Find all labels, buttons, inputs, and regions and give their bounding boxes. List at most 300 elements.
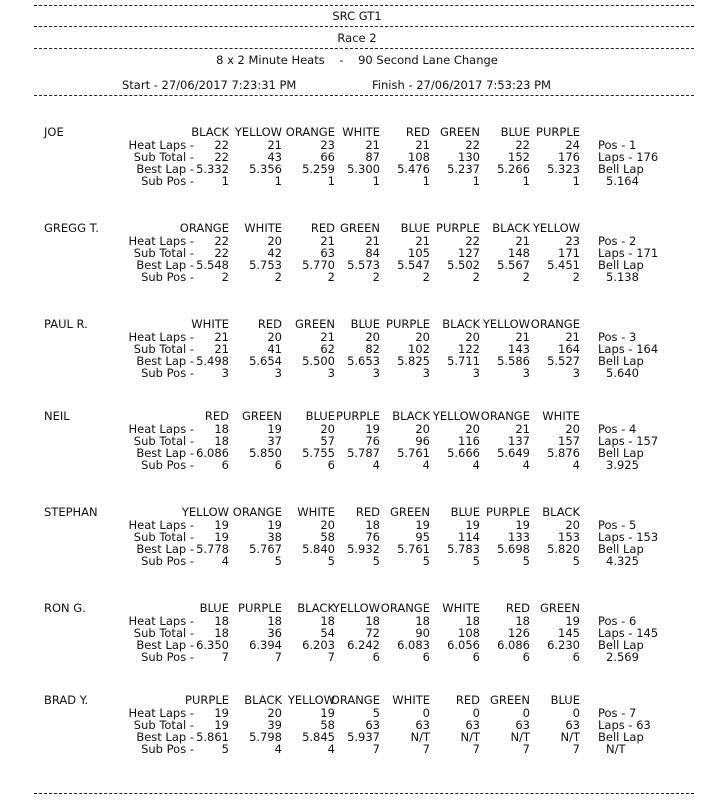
best-lap-cell: 6.086 (497, 638, 530, 652)
heat-laps-cell: 24 (565, 138, 580, 152)
sub-total-cell: 43 (267, 150, 282, 164)
best-lap-cell: 5.753 (249, 258, 282, 272)
sub-pos-cell: 6 (422, 650, 430, 664)
sub-pos-cell: 1 (327, 174, 335, 188)
best-lap-cell: 6.056 (447, 638, 480, 652)
divider (34, 793, 694, 794)
sub-pos-cell: 2 (472, 270, 480, 284)
best-lap-cell: 5.932 (347, 542, 380, 556)
sub-total-cell: 143 (508, 342, 530, 356)
heat-laps-cell: 19 (415, 518, 430, 532)
best-lap-cell: 6.086 (196, 446, 229, 460)
lane-color-header: PURPLE (536, 125, 580, 139)
bell-lap-label: Bell Lap (598, 446, 644, 460)
heat-laps-cell: 18 (214, 422, 229, 436)
sub-pos-cell: 7 (572, 742, 580, 756)
sub-total-cell: 63 (415, 718, 430, 732)
heat-laps-cell: 0 (422, 706, 430, 720)
sub-total-cell: 72 (365, 626, 380, 640)
best-lap-cell: 5.820 (547, 542, 580, 556)
lane-color-header: WHITE (542, 409, 580, 423)
sub-total-cell: 127 (458, 246, 480, 260)
sub-pos-cell: 5 (572, 554, 580, 568)
best-lap-cell: 5.755 (302, 446, 335, 460)
heat-laps-cell: 23 (320, 138, 335, 152)
sub-pos-cell: 2 (274, 270, 282, 284)
driver-name: STEPHAN (44, 505, 98, 519)
lane-color-header: BLACK (442, 317, 480, 331)
lane-color-header: WHITE (392, 693, 430, 707)
heat-laps-cell: 19 (515, 518, 530, 532)
lane-color-header: PURPLE (336, 409, 380, 423)
sub-pos-cell: 6 (572, 650, 580, 664)
sub-total-cell: 57 (320, 434, 335, 448)
heat-laps-cell: 22 (214, 234, 229, 248)
sub-pos-cell: 1 (422, 174, 430, 188)
best-lap-label: Best Lap - (136, 354, 194, 368)
heat-laps-cell: 18 (365, 614, 380, 628)
heat-laps-cell: 0 (572, 706, 580, 720)
sub-pos-cell: 6 (274, 458, 282, 472)
heat-laps-cell: 20 (267, 330, 282, 344)
sub-pos-cell: 1 (372, 174, 380, 188)
sub-total-cell: 82 (365, 342, 380, 356)
best-lap-cell: 6.083 (397, 638, 430, 652)
bell-lap-label: Bell Lap (598, 542, 644, 556)
sub-pos-cell: 1 (274, 174, 282, 188)
lane-color-header: GREEN (294, 317, 335, 331)
lane-color-header: YELLOW (287, 693, 335, 707)
driver-block (0, 601, 714, 681)
sub-pos-cell: 6 (522, 650, 530, 664)
final-position: Pos - 4 (598, 422, 637, 436)
lane-color-header: YELLOW (482, 317, 530, 331)
sub-total-cell: 36 (267, 626, 282, 640)
lane-color-header: GREEN (539, 601, 580, 615)
heat-laps-cell: 20 (320, 518, 335, 532)
sub-pos-cell: 4 (472, 458, 480, 472)
sub-total-cell: 152 (508, 150, 530, 164)
sub-total-cell: 95 (415, 530, 430, 544)
heat-laps-label: Heat Laps - (128, 138, 194, 152)
best-lap-cell: 5.840 (302, 542, 335, 556)
sub-total-cell: 39 (267, 718, 282, 732)
sub-pos-cell: 4 (274, 742, 282, 756)
total-laps: Laps - 171 (598, 246, 659, 260)
heat-laps-cell: 21 (515, 234, 530, 248)
heat-laps-cell: 21 (565, 330, 580, 344)
best-lap-cell: 5.845 (302, 730, 335, 744)
bell-lap-label: Bell Lap (598, 258, 644, 272)
sub-pos-label: Sub Pos - (141, 174, 194, 188)
best-lap-cell: 5.502 (447, 258, 480, 272)
heat-laps-cell: 19 (214, 518, 229, 532)
lane-color-header: BLUE (400, 221, 430, 235)
best-lap-cell: 5.649 (497, 446, 530, 460)
best-lap-cell: 5.778 (196, 542, 229, 556)
best-lap-cell: 5.761 (397, 446, 430, 460)
bell-lap-value: 3.925 (606, 458, 639, 472)
lane-color-header: ORANGE (285, 125, 335, 139)
driver-block (0, 505, 714, 585)
total-laps: Laps - 176 (598, 150, 659, 164)
sub-total-cell: 76 (365, 530, 380, 544)
best-lap-cell: 5.451 (547, 258, 580, 272)
driver-block (0, 693, 714, 773)
sub-pos-cell: 7 (522, 742, 530, 756)
heat-laps-cell: 22 (515, 138, 530, 152)
sub-pos-cell: 5 (372, 554, 380, 568)
best-lap-cell: 5.567 (497, 258, 530, 272)
best-lap-label: Best Lap - (136, 730, 194, 744)
best-lap-cell: 5.698 (497, 542, 530, 556)
heat-laps-label: Heat Laps - (128, 330, 194, 344)
heat-laps-cell: 20 (267, 234, 282, 248)
sub-total-cell: 122 (458, 342, 480, 356)
heat-laps-cell: 19 (465, 518, 480, 532)
sub-pos-cell: 2 (221, 270, 229, 284)
best-lap-cell: 6.394 (249, 638, 282, 652)
sub-total-label: Sub Total - (133, 342, 194, 356)
heat-laps-cell: 21 (415, 138, 430, 152)
best-lap-cell: 5.266 (497, 162, 530, 176)
best-lap-cell: 5.573 (347, 258, 380, 272)
lane-color-header: PURPLE (486, 505, 530, 519)
sub-total-cell: 54 (320, 626, 335, 640)
lane-color-header: YELLOW (181, 505, 229, 519)
heat-laps-label: Heat Laps - (128, 422, 194, 436)
sub-pos-label: Sub Pos - (141, 742, 194, 756)
sub-total-cell: 63 (565, 718, 580, 732)
sub-total-cell: 137 (508, 434, 530, 448)
sub-pos-cell: 5 (221, 742, 229, 756)
sub-total-cell: 37 (267, 434, 282, 448)
sub-total-cell: 58 (320, 718, 335, 732)
final-position: Pos - 5 (598, 518, 637, 532)
sub-total-cell: 22 (214, 246, 229, 260)
lane-color-header: RED (505, 601, 530, 615)
best-lap-cell: 5.332 (196, 162, 229, 176)
sub-total-cell: 130 (458, 150, 480, 164)
sub-total-cell: 58 (320, 530, 335, 544)
lane-color-header: ORANGE (530, 317, 580, 331)
sub-total-label: Sub Total - (133, 434, 194, 448)
sub-total-cell: 145 (558, 626, 580, 640)
sub-pos-cell: 2 (422, 270, 430, 284)
sub-pos-label: Sub Pos - (141, 366, 194, 380)
lane-color-header: WHITE (244, 221, 282, 235)
sub-total-cell: 171 (558, 246, 580, 260)
lane-color-header: BLACK (542, 505, 580, 519)
best-lap-cell: 6.350 (196, 638, 229, 652)
sub-pos-cell: 5 (327, 554, 335, 568)
lane-color-header: RED (204, 409, 229, 423)
sub-pos-cell: 5 (522, 554, 530, 568)
divider (34, 48, 694, 49)
sub-total-cell: 157 (558, 434, 580, 448)
heat-laps-cell: 20 (565, 518, 580, 532)
bell-lap-value: N/T (606, 742, 626, 756)
sub-total-cell: 105 (408, 246, 430, 260)
bell-lap-label: Bell Lap (598, 638, 644, 652)
sub-pos-cell: 7 (372, 742, 380, 756)
sub-pos-cell: 7 (274, 650, 282, 664)
best-lap-cell: 5.654 (249, 354, 282, 368)
sub-pos-cell: 3 (221, 366, 229, 380)
final-position: Pos - 3 (598, 330, 637, 344)
sub-pos-cell: 4 (572, 458, 580, 472)
heat-laps-cell: 23 (565, 234, 580, 248)
lane-color-header: ORANGE (330, 693, 380, 707)
heat-laps-label: Heat Laps - (128, 518, 194, 532)
sub-total-cell: 22 (214, 150, 229, 164)
sub-pos-cell: 6 (221, 458, 229, 472)
lane-color-header: BLACK (244, 693, 282, 707)
final-position: Pos - 6 (598, 614, 637, 628)
sub-total-label: Sub Total - (133, 530, 194, 544)
sub-pos-cell: 1 (472, 174, 480, 188)
sub-total-cell: 148 (508, 246, 530, 260)
driver-block (0, 317, 714, 397)
finish-time: Finish - 27/06/2017 7:53:23 PM (372, 78, 551, 92)
lane-color-header: YELLOW (332, 601, 380, 615)
total-laps: Laps - 63 (598, 718, 651, 732)
best-lap-cell: 5.787 (347, 446, 380, 460)
heat-laps-cell: 21 (320, 330, 335, 344)
best-lap-cell: 5.527 (547, 354, 580, 368)
heat-laps-cell: 18 (365, 518, 380, 532)
divider (34, 5, 694, 6)
best-lap-label: Best Lap - (136, 542, 194, 556)
lane-color-header: PURPLE (436, 221, 480, 235)
heat-laps-cell: 20 (465, 330, 480, 344)
best-lap-cell: 5.259 (302, 162, 335, 176)
sub-pos-cell: 3 (472, 366, 480, 380)
sub-pos-cell: 1 (572, 174, 580, 188)
sub-pos-cell: 2 (372, 270, 380, 284)
sub-pos-cell: 3 (372, 366, 380, 380)
lane-color-header: GREEN (489, 693, 530, 707)
heat-laps-cell: 20 (415, 330, 430, 344)
sub-total-cell: 164 (558, 342, 580, 356)
driver-name: PAUL R. (44, 317, 88, 331)
heat-laps-cell: 22 (465, 234, 480, 248)
driver-name: RON G. (44, 601, 86, 615)
heat-laps-cell: 21 (320, 234, 335, 248)
series-title: SRC GT1 (332, 9, 382, 23)
sub-total-label: Sub Total - (133, 246, 194, 260)
bell-lap-value: 4.325 (606, 554, 639, 568)
driver-block (0, 409, 714, 489)
sub-pos-cell: 3 (572, 366, 580, 380)
lane-color-header: GREEN (439, 125, 480, 139)
best-lap-cell: 5.666 (447, 446, 480, 460)
lane-color-header: ORANGE (480, 409, 530, 423)
lane-color-header: WHITE (442, 601, 480, 615)
sub-total-cell: 18 (214, 626, 229, 640)
sub-total-cell: 87 (365, 150, 380, 164)
lane-color-header: YELLOW (432, 409, 480, 423)
best-lap-cell: 5.548 (196, 258, 229, 272)
best-lap-cell: 5.711 (447, 354, 480, 368)
sub-total-cell: 153 (558, 530, 580, 544)
sub-pos-cell: 2 (522, 270, 530, 284)
sub-total-label: Sub Total - (133, 626, 194, 640)
heat-laps-cell: 21 (415, 234, 430, 248)
best-lap-cell: 5.356 (249, 162, 282, 176)
heat-laps-label: Heat Laps - (128, 614, 194, 628)
total-laps: Laps - 164 (598, 342, 659, 356)
sub-total-cell: 63 (365, 718, 380, 732)
lane-color-header: RED (257, 317, 282, 331)
sub-pos-cell: 4 (522, 458, 530, 472)
heat-laps-cell: 21 (515, 422, 530, 436)
sub-total-cell: 102 (408, 342, 430, 356)
best-lap-cell: N/T (510, 730, 530, 744)
sub-pos-cell: 7 (327, 650, 335, 664)
sub-total-cell: 38 (267, 530, 282, 544)
sub-total-label: Sub Total - (133, 150, 194, 164)
final-position: Pos - 7 (598, 706, 637, 720)
start-time: Start - 27/06/2017 7:23:31 PM (122, 78, 297, 92)
driver-block (0, 221, 714, 301)
heat-laps-cell: 5 (372, 706, 380, 720)
lane-color-header: BLACK (191, 125, 229, 139)
sub-pos-cell: 2 (572, 270, 580, 284)
sub-pos-cell: 7 (422, 742, 430, 756)
best-lap-cell: 5.653 (347, 354, 380, 368)
lane-color-header: WHITE (297, 505, 335, 519)
best-lap-cell: 5.770 (302, 258, 335, 272)
sub-pos-cell: 3 (522, 366, 530, 380)
best-lap-cell: N/T (410, 730, 430, 744)
heat-laps-cell: 18 (415, 614, 430, 628)
sub-total-cell: 19 (214, 718, 229, 732)
lane-color-header: BLACK (392, 409, 430, 423)
sub-total-cell: 19 (214, 530, 229, 544)
lane-color-header: GREEN (339, 221, 380, 235)
lane-color-header: BLUE (550, 693, 580, 707)
sub-total-cell: 41 (267, 342, 282, 356)
sub-total-cell: 108 (458, 626, 480, 640)
best-lap-cell: 5.876 (547, 446, 580, 460)
best-lap-cell: 5.861 (196, 730, 229, 744)
heat-laps-cell: 19 (565, 614, 580, 628)
sub-pos-cell: 4 (422, 458, 430, 472)
best-lap-cell: 5.850 (249, 446, 282, 460)
best-lap-cell: 5.798 (249, 730, 282, 744)
lane-color-header: ORANGE (380, 601, 430, 615)
bell-lap-value: 5.164 (606, 174, 639, 188)
best-lap-label: Best Lap - (136, 638, 194, 652)
heat-laps-cell: 0 (472, 706, 480, 720)
lane-color-header: YELLOW (532, 221, 580, 235)
sub-total-cell: 76 (365, 434, 380, 448)
sub-pos-cell: 4 (372, 458, 380, 472)
sub-pos-cell: 3 (274, 366, 282, 380)
sub-pos-cell: 5 (422, 554, 430, 568)
sub-pos-label: Sub Pos - (141, 270, 194, 284)
lane-color-header: WHITE (191, 317, 229, 331)
best-lap-cell: 5.761 (397, 542, 430, 556)
lane-color-header: RED (310, 221, 335, 235)
bell-lap-value: 2.569 (606, 650, 639, 664)
sub-total-cell: 108 (408, 150, 430, 164)
sub-total-cell: 116 (458, 434, 480, 448)
sub-total-cell: 18 (214, 434, 229, 448)
heat-laps-cell: 19 (267, 518, 282, 532)
sub-pos-cell: 5 (274, 554, 282, 568)
heat-laps-cell: 22 (465, 138, 480, 152)
bell-lap-value: 5.640 (606, 366, 639, 380)
heat-laps-cell: 20 (267, 706, 282, 720)
sub-total-cell: 63 (465, 718, 480, 732)
lane-color-header: BLUE (450, 505, 480, 519)
best-lap-cell: 5.300 (347, 162, 380, 176)
best-lap-cell: 5.825 (397, 354, 430, 368)
heat-laps-label: Heat Laps - (128, 706, 194, 720)
sub-total-label: Sub Total - (133, 718, 194, 732)
driver-name: JOE (44, 125, 64, 139)
lane-color-header: PURPLE (386, 317, 430, 331)
sub-pos-cell: 4 (327, 742, 335, 756)
best-lap-cell: 5.547 (397, 258, 430, 272)
best-lap-cell: 5.476 (397, 162, 430, 176)
heat-laps-cell: 19 (214, 706, 229, 720)
divider (34, 26, 694, 27)
sub-total-cell: 62 (320, 342, 335, 356)
race-format: 8 x 2 Minute Heats - 90 Second Lane Change (216, 53, 498, 67)
bell-lap-value: 5.138 (606, 270, 639, 284)
sub-pos-cell: 3 (327, 366, 335, 380)
heat-laps-cell: 19 (267, 422, 282, 436)
sub-total-cell: 114 (458, 530, 480, 544)
best-lap-cell: 5.937 (347, 730, 380, 744)
lane-color-header: BLACK (297, 601, 335, 615)
final-position: Pos - 1 (598, 138, 637, 152)
heat-laps-cell: 19 (320, 706, 335, 720)
sub-pos-cell: 1 (221, 174, 229, 188)
best-lap-cell: 5.586 (497, 354, 530, 368)
sub-total-cell: 84 (365, 246, 380, 260)
heat-laps-label: Heat Laps - (128, 234, 194, 248)
total-laps: Laps - 153 (598, 530, 659, 544)
lane-color-header: BLACK (492, 221, 530, 235)
best-lap-cell: 5.783 (447, 542, 480, 556)
lane-color-header: BLUE (199, 601, 229, 615)
sub-total-cell: 63 (320, 246, 335, 260)
race-title: Race 2 (337, 31, 377, 45)
sub-total-cell: 21 (214, 342, 229, 356)
heat-laps-cell: 18 (267, 614, 282, 628)
heat-laps-cell: 0 (522, 706, 530, 720)
heat-laps-cell: 20 (465, 422, 480, 436)
heat-laps-cell: 21 (267, 138, 282, 152)
heat-laps-cell: 18 (214, 614, 229, 628)
driver-name: NEIL (44, 409, 70, 423)
divider (34, 95, 694, 96)
best-lap-cell: 5.237 (447, 162, 480, 176)
final-position: Pos - 2 (598, 234, 637, 248)
heat-laps-cell: 21 (214, 330, 229, 344)
bell-lap-label: Bell Lap (598, 354, 644, 368)
heat-laps-cell: 18 (515, 614, 530, 628)
lane-color-header: YELLOW (234, 125, 282, 139)
lane-color-header: BLUE (350, 317, 380, 331)
best-lap-cell: 6.230 (547, 638, 580, 652)
lane-color-header: PURPLE (185, 693, 229, 707)
best-lap-cell: 5.500 (302, 354, 335, 368)
